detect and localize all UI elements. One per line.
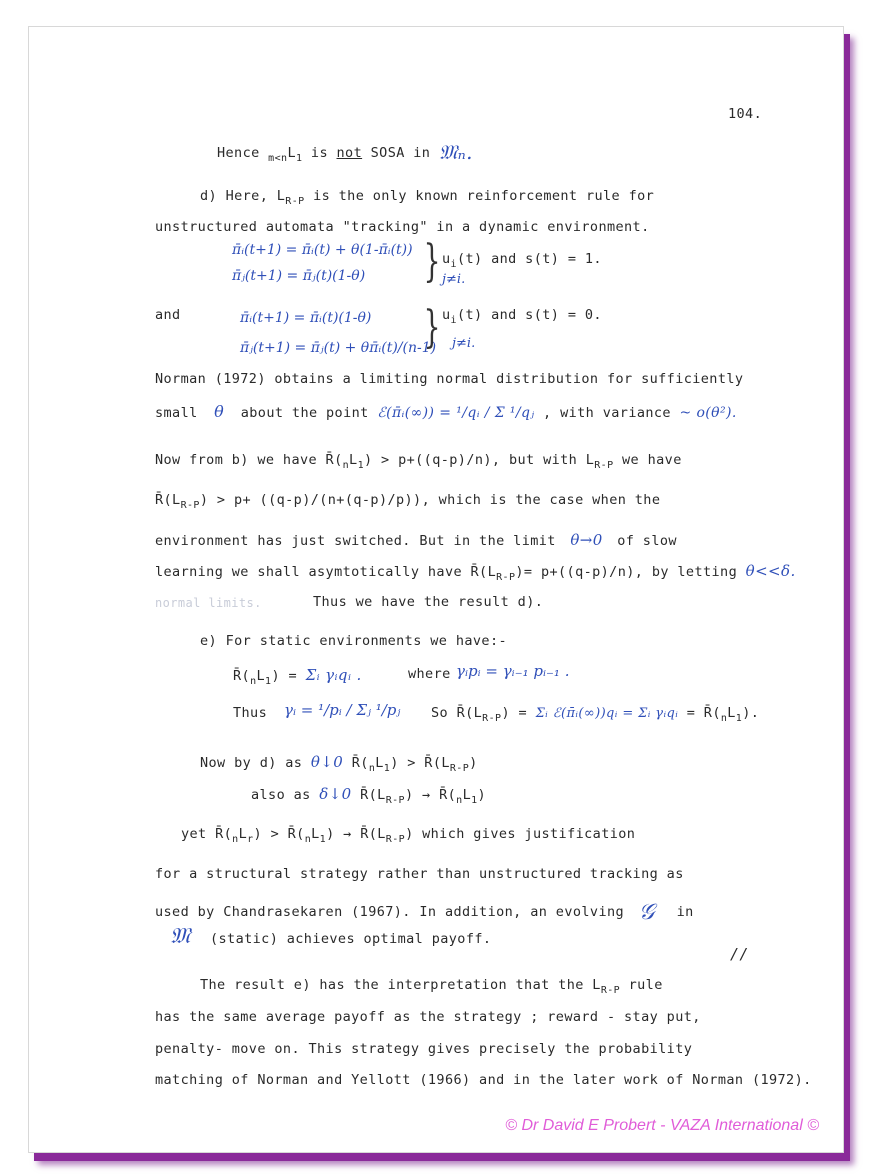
chandrasekaren-line xyxy=(155,897,694,925)
learn-sub: R-P xyxy=(496,572,516,583)
also-b: R̄(L xyxy=(351,787,386,803)
nowb-b: L xyxy=(349,452,358,468)
evolving-handwritten: 𝒢 xyxy=(638,900,655,925)
cond2-sub: i xyxy=(450,315,457,326)
hence-line xyxy=(217,138,473,162)
nowb-sub2: 1 xyxy=(357,460,364,471)
brace-1: } xyxy=(423,236,441,287)
so-sub: R-P xyxy=(482,713,502,724)
so-line xyxy=(431,705,760,724)
result-line-2: has the same average payoff as the strategy ; reward - stay put, xyxy=(155,1009,701,1025)
er-sub: n xyxy=(250,676,257,687)
cond1-sub: i xyxy=(450,259,457,270)
and-word: and xyxy=(155,307,181,323)
small-theta-handwritten: θ xyxy=(214,402,225,421)
so-sub3: 1 xyxy=(735,713,743,724)
cond2-u: u xyxy=(442,307,451,323)
so-c: = R̄( xyxy=(678,705,721,721)
also-sub2: n xyxy=(456,795,463,806)
result-line-1 xyxy=(200,977,663,996)
static-line: (static) achieves optimal payoff. xyxy=(210,931,492,947)
static-handwritten-M: 𝔐 xyxy=(170,924,191,949)
hence-not: not xyxy=(336,145,363,161)
hence-rest: SOSA in xyxy=(362,145,439,161)
equation-1a: π̄ᵢ(t+1) = π̄ᵢ(t) + θ(1-π̄ᵢ(t)) xyxy=(232,242,413,258)
also-sub: R-P xyxy=(385,795,405,806)
also-handwritten: δ↓0 xyxy=(319,785,352,803)
yet-c: ) > R̄( xyxy=(253,826,305,842)
condition-2-handwritten: j≠i. xyxy=(452,336,476,351)
nowb-sub1: n xyxy=(342,460,350,471)
learn-b: )= p+((q-p)/n), by letting xyxy=(515,564,738,580)
er-sub2: 1 xyxy=(265,676,272,687)
small-line xyxy=(155,402,737,421)
hence-L-subscript: 1 xyxy=(295,153,303,164)
hence-is: is xyxy=(302,145,337,161)
hence-L: L xyxy=(287,145,296,161)
thus-handwritten: γᵢ = ¹/pᵢ / Σⱼ ¹/pⱼ xyxy=(284,701,401,719)
d-line-2: unstructured automata "tracking" in a dynamic environment. xyxy=(155,219,650,235)
yet-line xyxy=(181,826,636,845)
yet-f: ) which gives justification xyxy=(405,826,636,842)
yet-sub3: n xyxy=(304,834,312,845)
also-c: ) → R̄( xyxy=(404,787,457,803)
small-word: small xyxy=(155,405,198,421)
condition-2 xyxy=(442,307,602,326)
yet-sub5: R-P xyxy=(385,834,406,845)
faded-erased-text: normal limits. xyxy=(155,596,262,610)
rl-sub: R-P xyxy=(180,500,200,511)
nowd-b: R̄( xyxy=(343,755,369,771)
now-from-b-line xyxy=(155,452,682,471)
norman-line: Norman (1972) obtains a limiting normal distribution for sufficiently xyxy=(155,371,744,387)
er-a: R̄( xyxy=(233,668,251,684)
learn-handwritten: θ<<δ. xyxy=(745,562,796,580)
where-handwritten: γᵢpᵢ = γᵢ₋₁ pᵢ₋₁ . xyxy=(456,662,570,680)
end-mark: // xyxy=(730,945,749,963)
nowb-d: we have xyxy=(613,452,682,468)
yet-a: yet R̄( xyxy=(181,826,233,842)
brace-2: } xyxy=(423,302,441,353)
hence-handwritten-M: 𝔐ₙ. xyxy=(438,140,473,164)
res1-a: The result e) has the interpretation that the L xyxy=(200,977,601,993)
nowd-c: L xyxy=(375,755,384,771)
yet-b: L xyxy=(238,826,248,842)
also-sub3: 1 xyxy=(471,795,478,806)
thus-word: Thus xyxy=(233,705,268,721)
r-lrp-line xyxy=(155,492,661,511)
d-text-b: is the only known reinforcement rule for xyxy=(304,188,655,204)
hence-subscript: m<n xyxy=(268,153,288,164)
so-b: ) = xyxy=(501,705,528,721)
yet-e: ) → R̄(L xyxy=(326,826,386,842)
nowd-sub: n xyxy=(368,763,376,774)
small-about: about the point xyxy=(240,405,369,421)
cond2-rest: (t) and s(t) = 0. xyxy=(456,307,602,323)
env-a: environment has just switched. But in the limit xyxy=(155,533,556,549)
small-variance: , with variance xyxy=(543,405,671,421)
nowb-sub3: R-P xyxy=(594,460,614,471)
so-d: L xyxy=(727,705,736,721)
so-handwritten: Σᵢ ℰ(π̄ᵢ(∞))qᵢ = Σᵢ γᵢqᵢ xyxy=(535,706,679,721)
yet-sub: n xyxy=(232,834,239,845)
also-a: also as xyxy=(251,787,311,803)
equation-2b: π̄ⱼ(t+1) = π̄ⱼ(t) + θπ̄ᵢ(t)/(n-1) xyxy=(240,340,437,356)
struct2-b: in xyxy=(676,904,694,920)
also-line xyxy=(251,785,487,806)
struct2-a: used by Chandrasekaren (1967). In addition, an evolving xyxy=(155,904,625,920)
equation-1b: π̄ⱼ(t+1) = π̄ⱼ(t)(1-θ) xyxy=(232,268,366,284)
so-a: So R̄(L xyxy=(431,705,483,721)
now-by-d-line xyxy=(200,753,478,774)
rl-a: R̄(L xyxy=(155,492,181,508)
er-handwritten: Σᵢ γᵢqᵢ . xyxy=(305,666,362,684)
res1-sub: R-P xyxy=(600,985,621,996)
result-line-4: matching of Norman and Yellott (1966) and in the later work of Norman (1972). xyxy=(155,1072,812,1088)
also-d: L xyxy=(462,787,472,803)
so-sub2: n xyxy=(720,713,728,724)
condition-1-handwritten: j≠i. xyxy=(442,272,466,287)
nowd-e: ) xyxy=(469,755,478,771)
nowd-sub2: 1 xyxy=(383,763,391,774)
also-e: ) xyxy=(477,787,487,803)
yet-sub2: r xyxy=(247,834,254,845)
nowd-a: Now by d) as xyxy=(200,755,303,771)
where-word: where xyxy=(408,666,451,682)
yet-sub4: 1 xyxy=(319,834,327,845)
env-theta-handwritten: θ→0 xyxy=(570,531,603,549)
nowd-d: ) > R̄(L xyxy=(390,755,450,771)
res1-b: rule xyxy=(620,977,663,993)
yet-d: L xyxy=(311,826,320,842)
nowd-handwritten: θ↓0 xyxy=(310,753,344,771)
thus-result-d: Thus we have the result d). xyxy=(313,594,544,610)
condition-1 xyxy=(442,251,602,270)
result-line-3: penalty- move on. This strategy gives precisely the probability xyxy=(155,1041,693,1057)
d-text-a: d) Here, L xyxy=(200,188,286,204)
equation-2a: π̄ᵢ(t+1) = π̄ᵢ(t)(1-θ) xyxy=(240,310,372,326)
d-line-1 xyxy=(200,188,655,207)
rl-b: ) > p+ ((q-p)/(n+(q-p)/p)), which is the case when the xyxy=(199,492,661,508)
er-b: L xyxy=(256,668,266,684)
nowd-sub3: R-P xyxy=(449,763,470,774)
learn-a: learning we shall asymtotically have R̄(L xyxy=(155,564,497,580)
e-r-line xyxy=(233,666,362,687)
d-subscript: R-P xyxy=(285,196,305,207)
cond1-u: u xyxy=(442,251,451,267)
er-c: ) = xyxy=(271,668,298,684)
so-e: ). xyxy=(742,705,760,721)
learning-line xyxy=(155,562,796,583)
cond1-rest: (t) and s(t) = 1. xyxy=(456,251,602,267)
structural-line: for a structural strategy rather than unstructured tracking as xyxy=(155,866,684,882)
hence-word: Hence xyxy=(217,145,260,161)
e-line: e) For static environments we have:- xyxy=(200,633,507,649)
copyright-watermark: © Dr David E Probert - VAZA International © xyxy=(505,1117,819,1134)
small-variance-handwritten: ~ o(θ²). xyxy=(679,405,737,421)
nowb-c: ) > p+((q-p)/n), but with L xyxy=(363,452,595,468)
environment-line xyxy=(155,531,677,549)
env-b: of slow xyxy=(617,533,677,549)
page-number: 104. xyxy=(728,106,763,122)
nowb-a: Now from b) we have R̄( xyxy=(155,452,343,468)
small-point-handwritten: ℰ(π̄ᵢ(∞)) = ¹/qᵢ / Σ ¹/qⱼ xyxy=(377,405,535,421)
